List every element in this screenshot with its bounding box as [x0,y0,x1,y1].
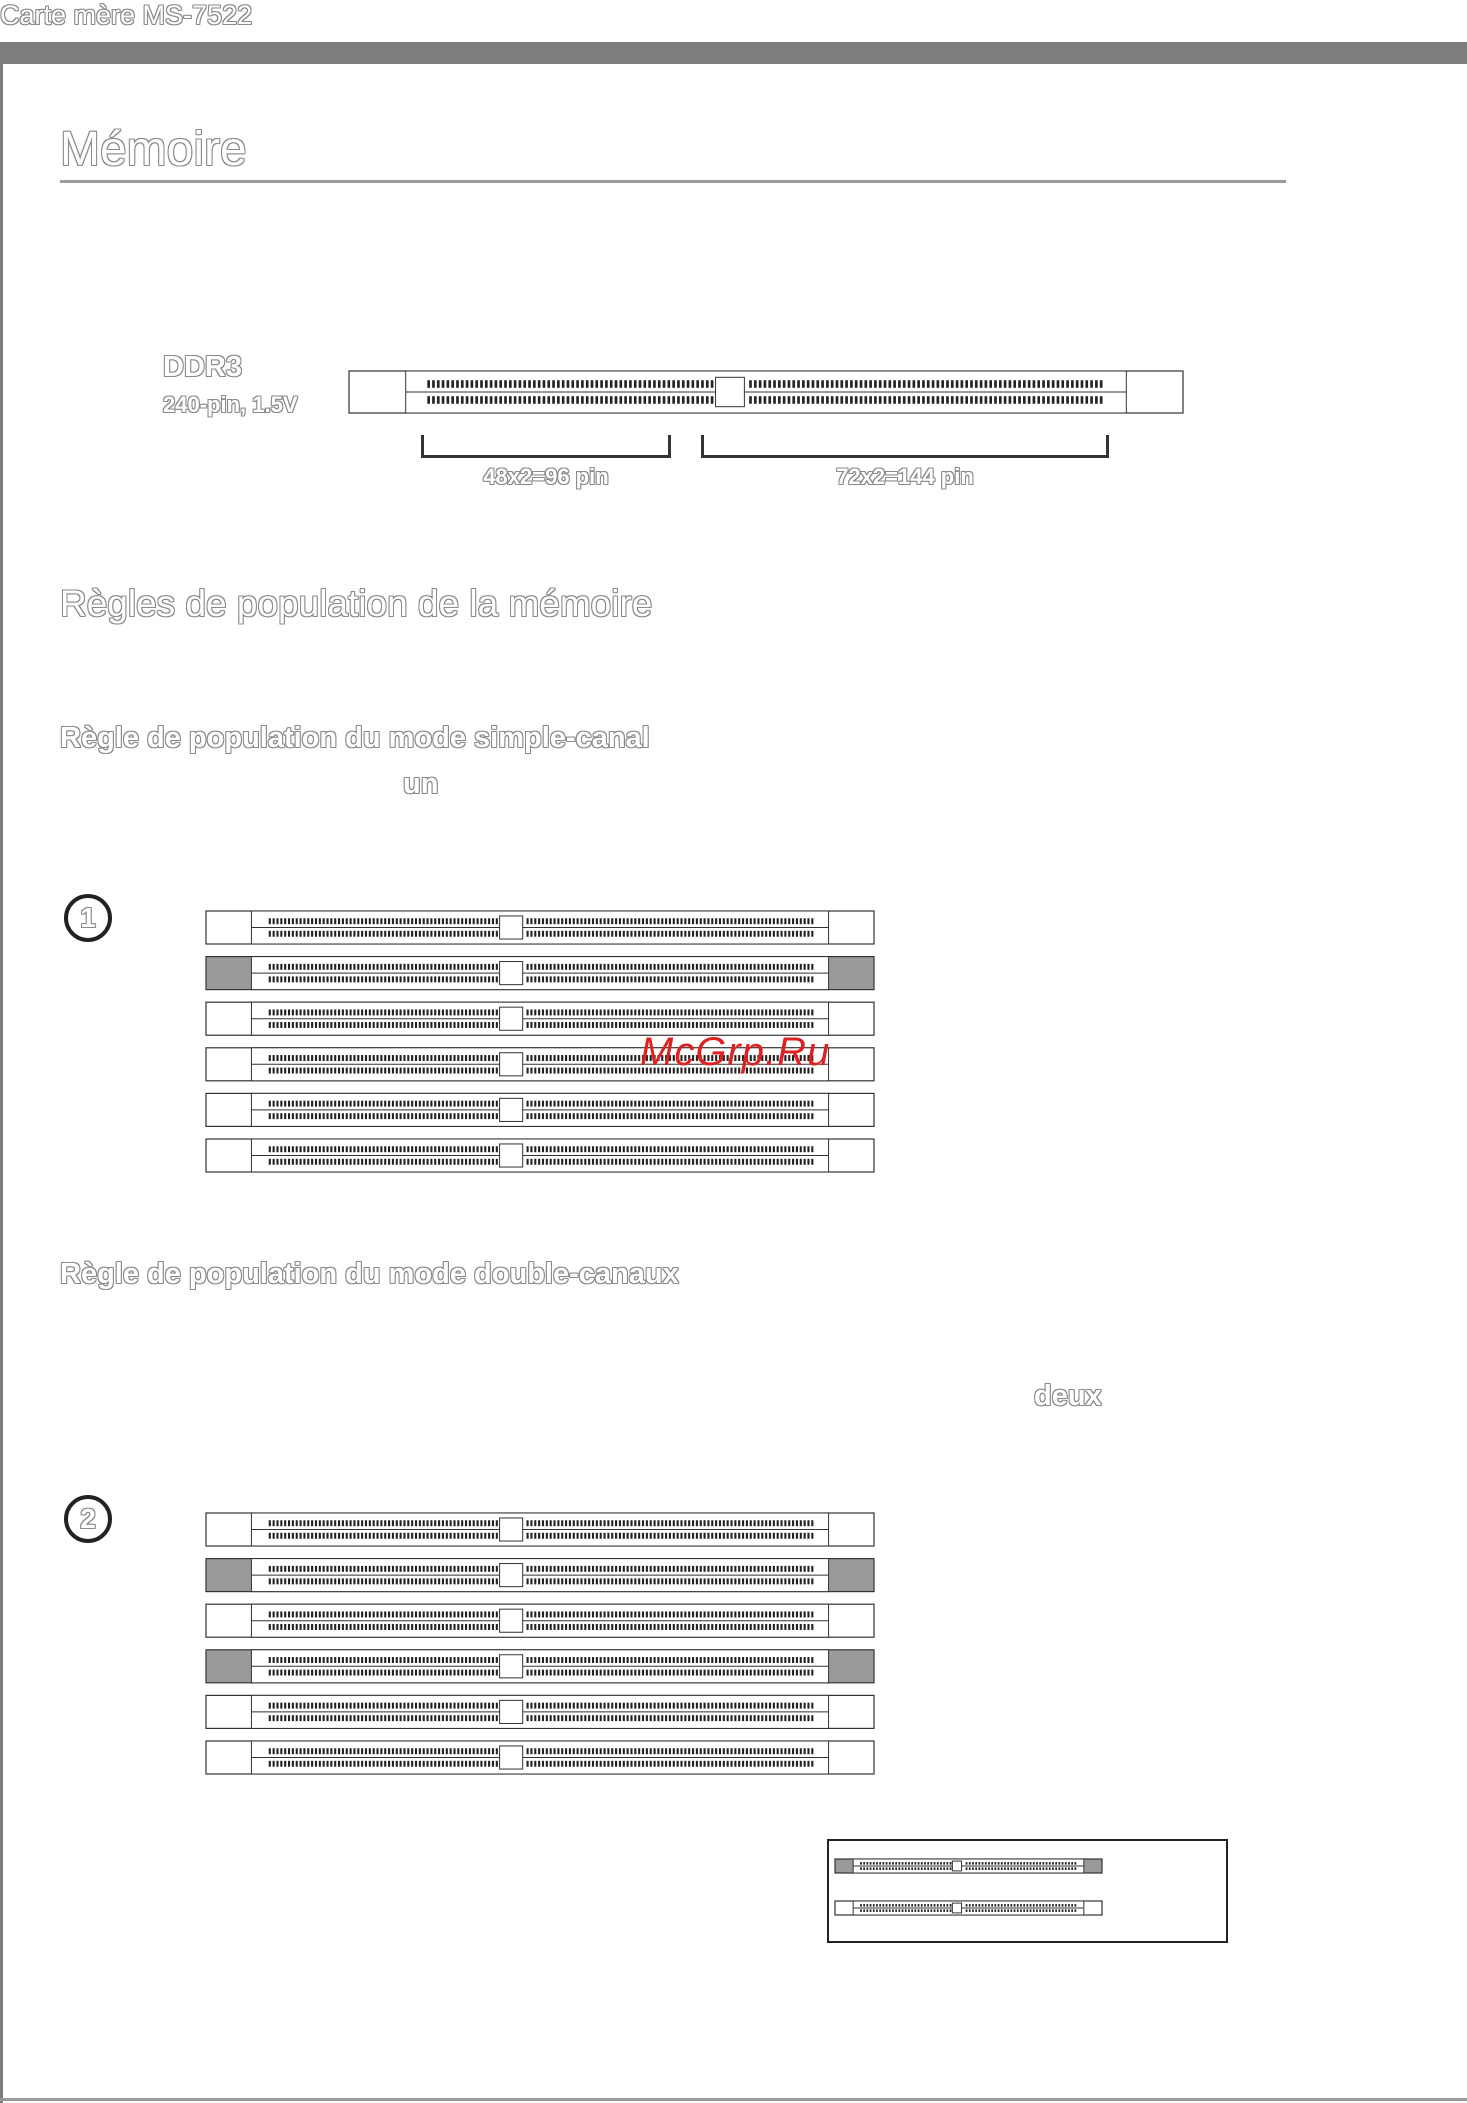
dual-channel-slot [206,1559,874,1592]
step-1-badge: 1 [64,894,112,942]
step-2-badge: 2 [64,1495,112,1543]
dual-channel-slot [206,1650,874,1683]
single-channel-slot [206,1093,874,1126]
page-title: Mémoire [60,123,247,176]
ddr-name: DDR3 [163,351,242,383]
rules-heading: Règles de population de la mémoire [60,583,653,624]
ddr-spec: 240-pin, 1.5V [163,392,298,417]
dual-channel-keyword: deux [1034,1380,1102,1412]
single-channel-slot [206,957,874,990]
pin-count-right: 72x2=144 pin [836,464,974,489]
dual-channel-slot [206,1513,874,1546]
watermark: McGrp.Ru [640,1030,831,1074]
single-channel-heading: Règle de population du mode simple-canal [60,722,650,754]
single-channel-keyword: un [403,768,439,800]
single-channel-slot [206,1139,874,1172]
header-label: Carte mère MS-7522 [0,0,253,30]
legend-empty-slot [835,1901,1102,1915]
dual-channel-slot [206,1695,874,1728]
dual-channel-slot [206,1604,874,1637]
pin-count-left: 48x2=96 pin [483,464,609,489]
single-channel-slot [206,911,874,944]
legend-installed-slot [835,1859,1102,1873]
dual-channel-heading: Règle de population du mode double-canaux [60,1258,679,1290]
dual-channel-slot [206,1741,874,1774]
ddr3-slot-diagram [349,371,1183,413]
